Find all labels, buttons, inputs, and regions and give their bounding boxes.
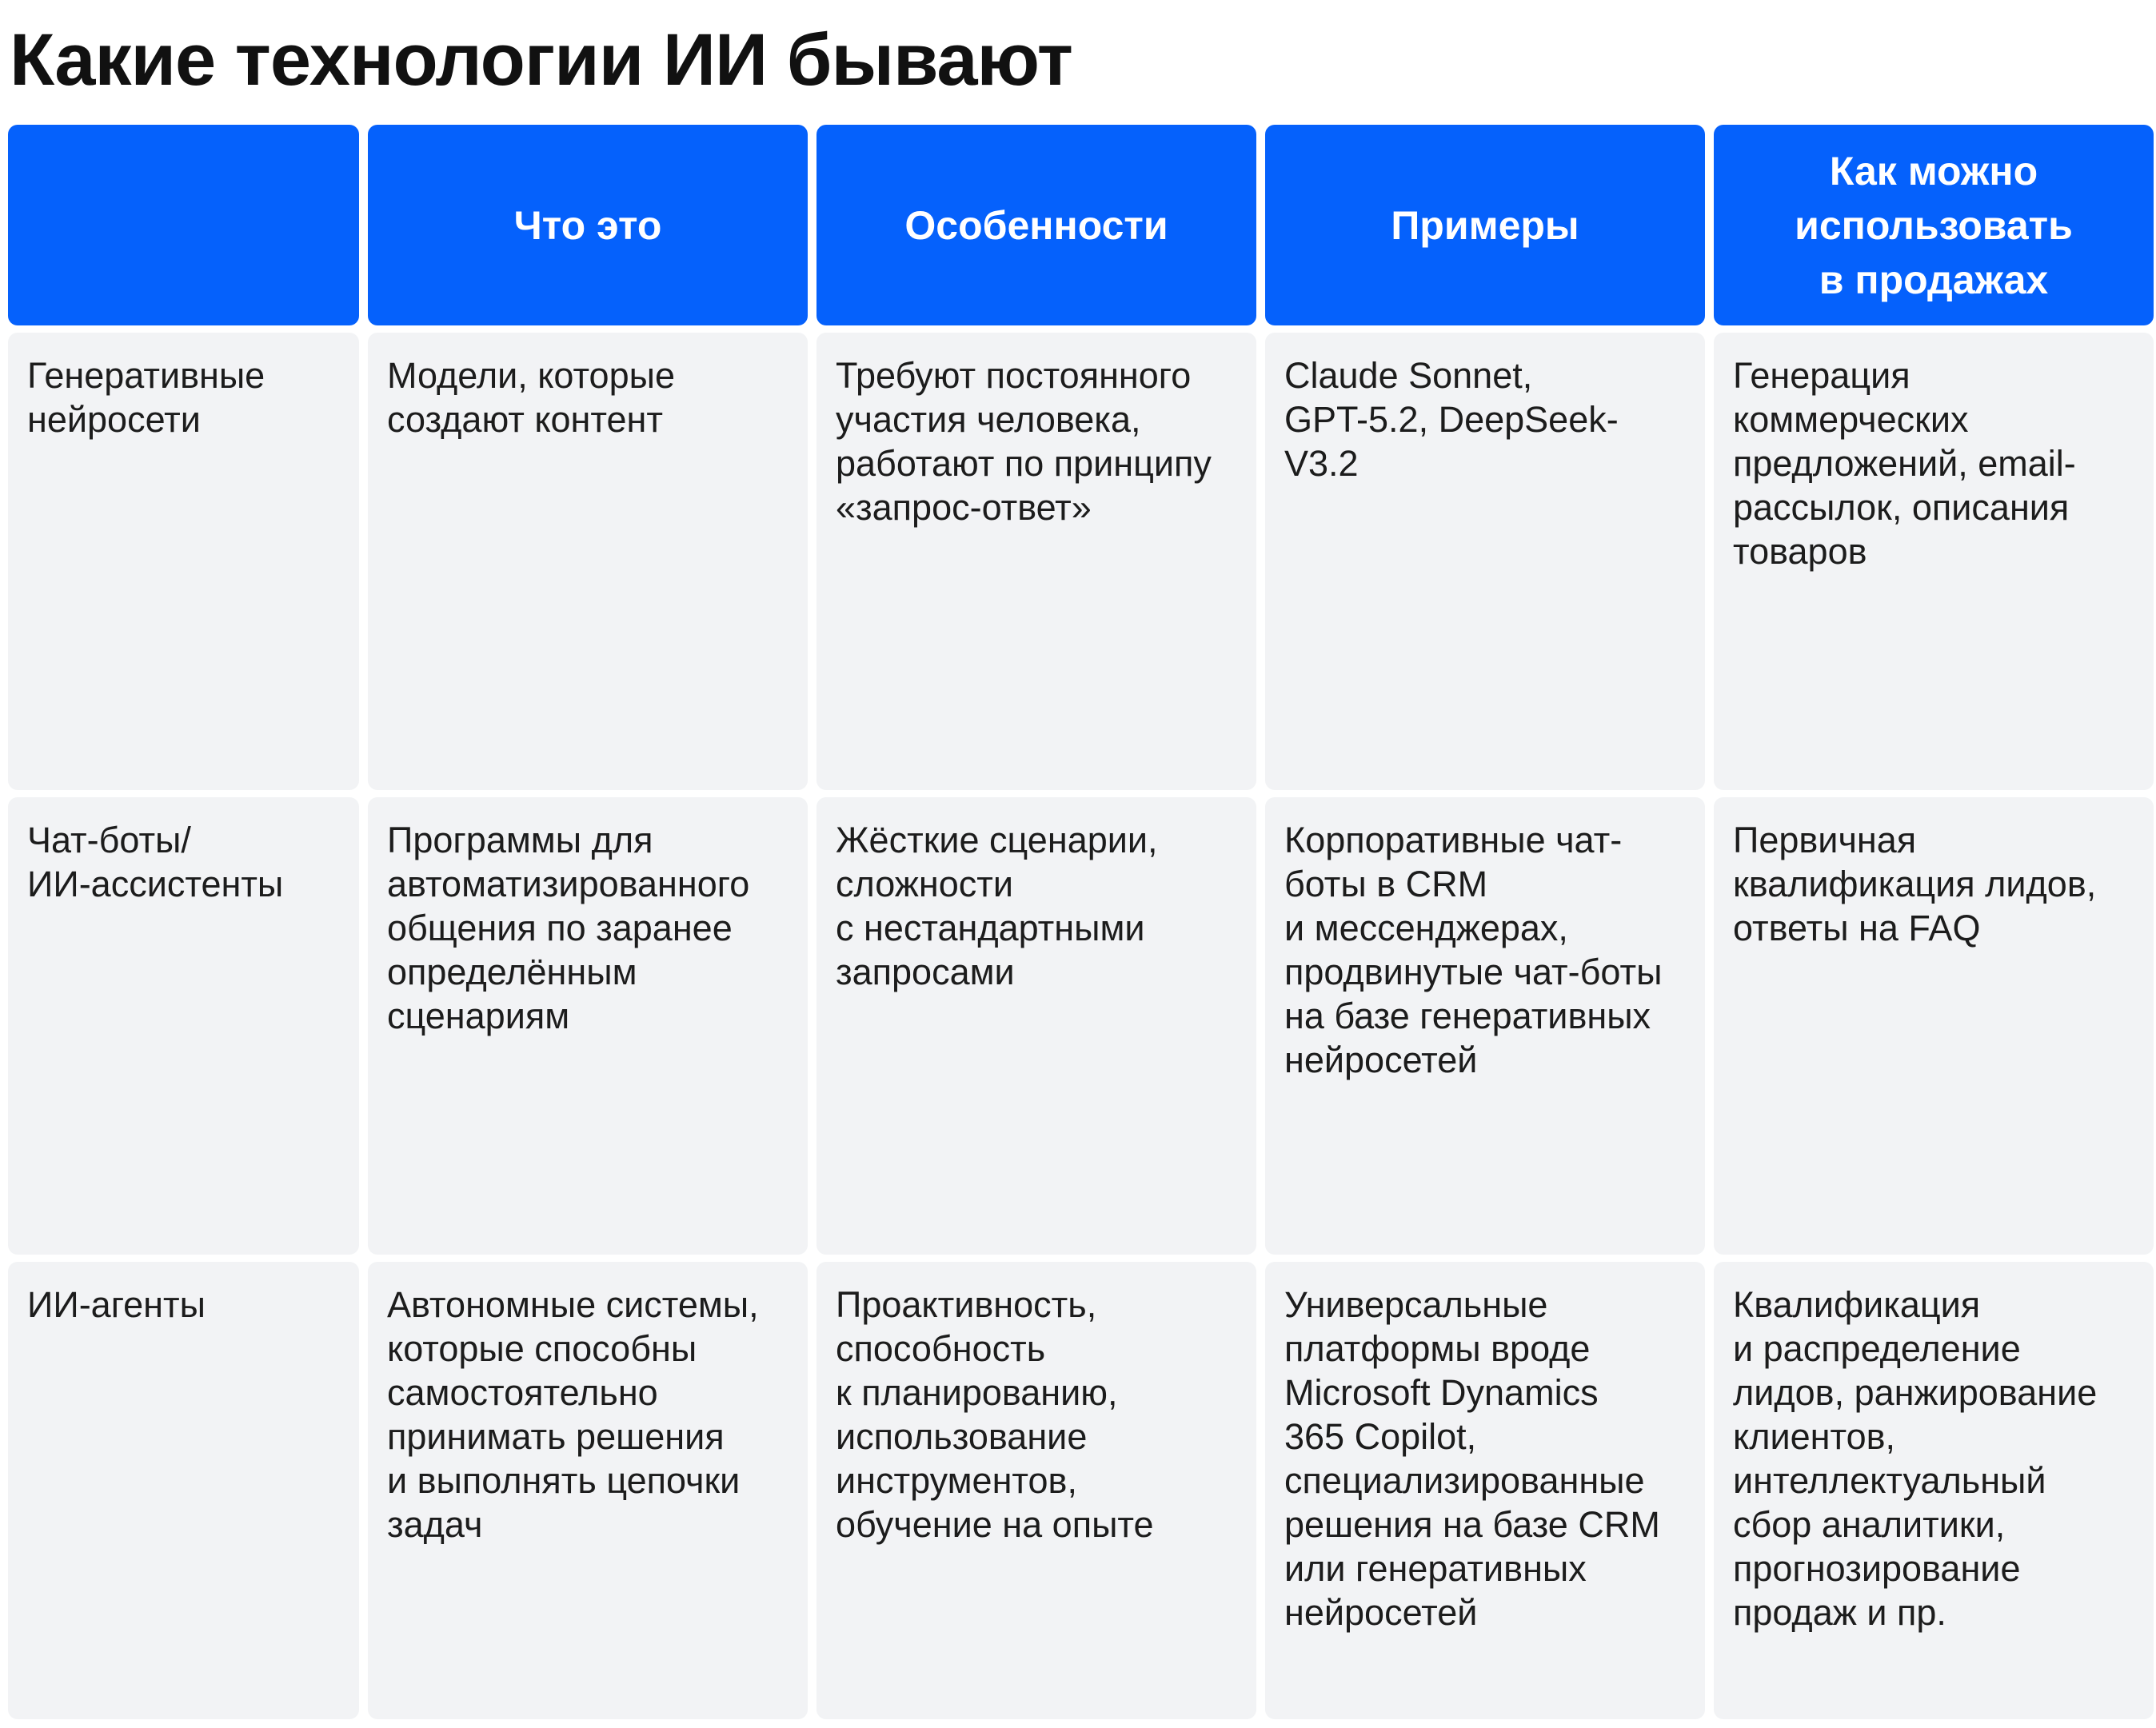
table-cell: Корпоративные чат- боты в CRM и мессенджерах, продвинутые чат-боты на базе генеративных нейросетей [1265, 797, 1705, 1255]
table-cell: Квалификация и распределение лидов, ранжирование клиентов, интеллектуальный сбор аналитики, прогнозирование продаж и пр. [1714, 1262, 2154, 1719]
table-cell-row-label: Генеративные нейросети [8, 333, 359, 790]
table-cell: Модели, которые создают контент [368, 333, 808, 790]
table-header-what-is-it: Что это [368, 125, 808, 325]
table-header-empty [8, 125, 359, 325]
page-title: Какие технологии ИИ бывают [10, 19, 1072, 101]
ai-technologies-table [8, 125, 2154, 1719]
table-header-examples: Примеры [1265, 125, 1705, 325]
table-cell: Автономные системы, которые способны самостоятельно принимать решения и выполнять цепочки задач [368, 1262, 808, 1719]
table-header-features: Особенности [816, 125, 1256, 325]
table-cell: Универсальные платформы вроде Microsoft Dynamics 365 Copilot, специализированные решения на базе CRM или генеративных нейросетей [1265, 1262, 1705, 1719]
table-cell: Claude Sonnet, GPT-5.2, DeepSeek- V3.2 [1265, 333, 1705, 790]
table-header-sales-use: Как можно использовать в продажах [1714, 125, 2154, 325]
table-cell: Жёсткие сценарии, сложности с нестандартными запросами [816, 797, 1256, 1255]
table-cell-row-label: Чат-боты/ ИИ-ассистенты [8, 797, 359, 1255]
table-cell: Генерация коммерческих предложений, email- рассылок, описания товаров [1714, 333, 2154, 790]
table-cell: Программы для автоматизированного общения по заранее определённым сценариям [368, 797, 808, 1255]
table-cell: Требуют постоянного участия человека, работают по принципу «запрос-ответ» [816, 333, 1256, 790]
table-cell-row-label: ИИ-агенты [8, 1262, 359, 1719]
table-cell: Первичная квалификация лидов, ответы на FAQ [1714, 797, 2154, 1255]
table-cell: Проактивность, способность к планированию, использование инструментов, обучение на опыте [816, 1262, 1256, 1719]
